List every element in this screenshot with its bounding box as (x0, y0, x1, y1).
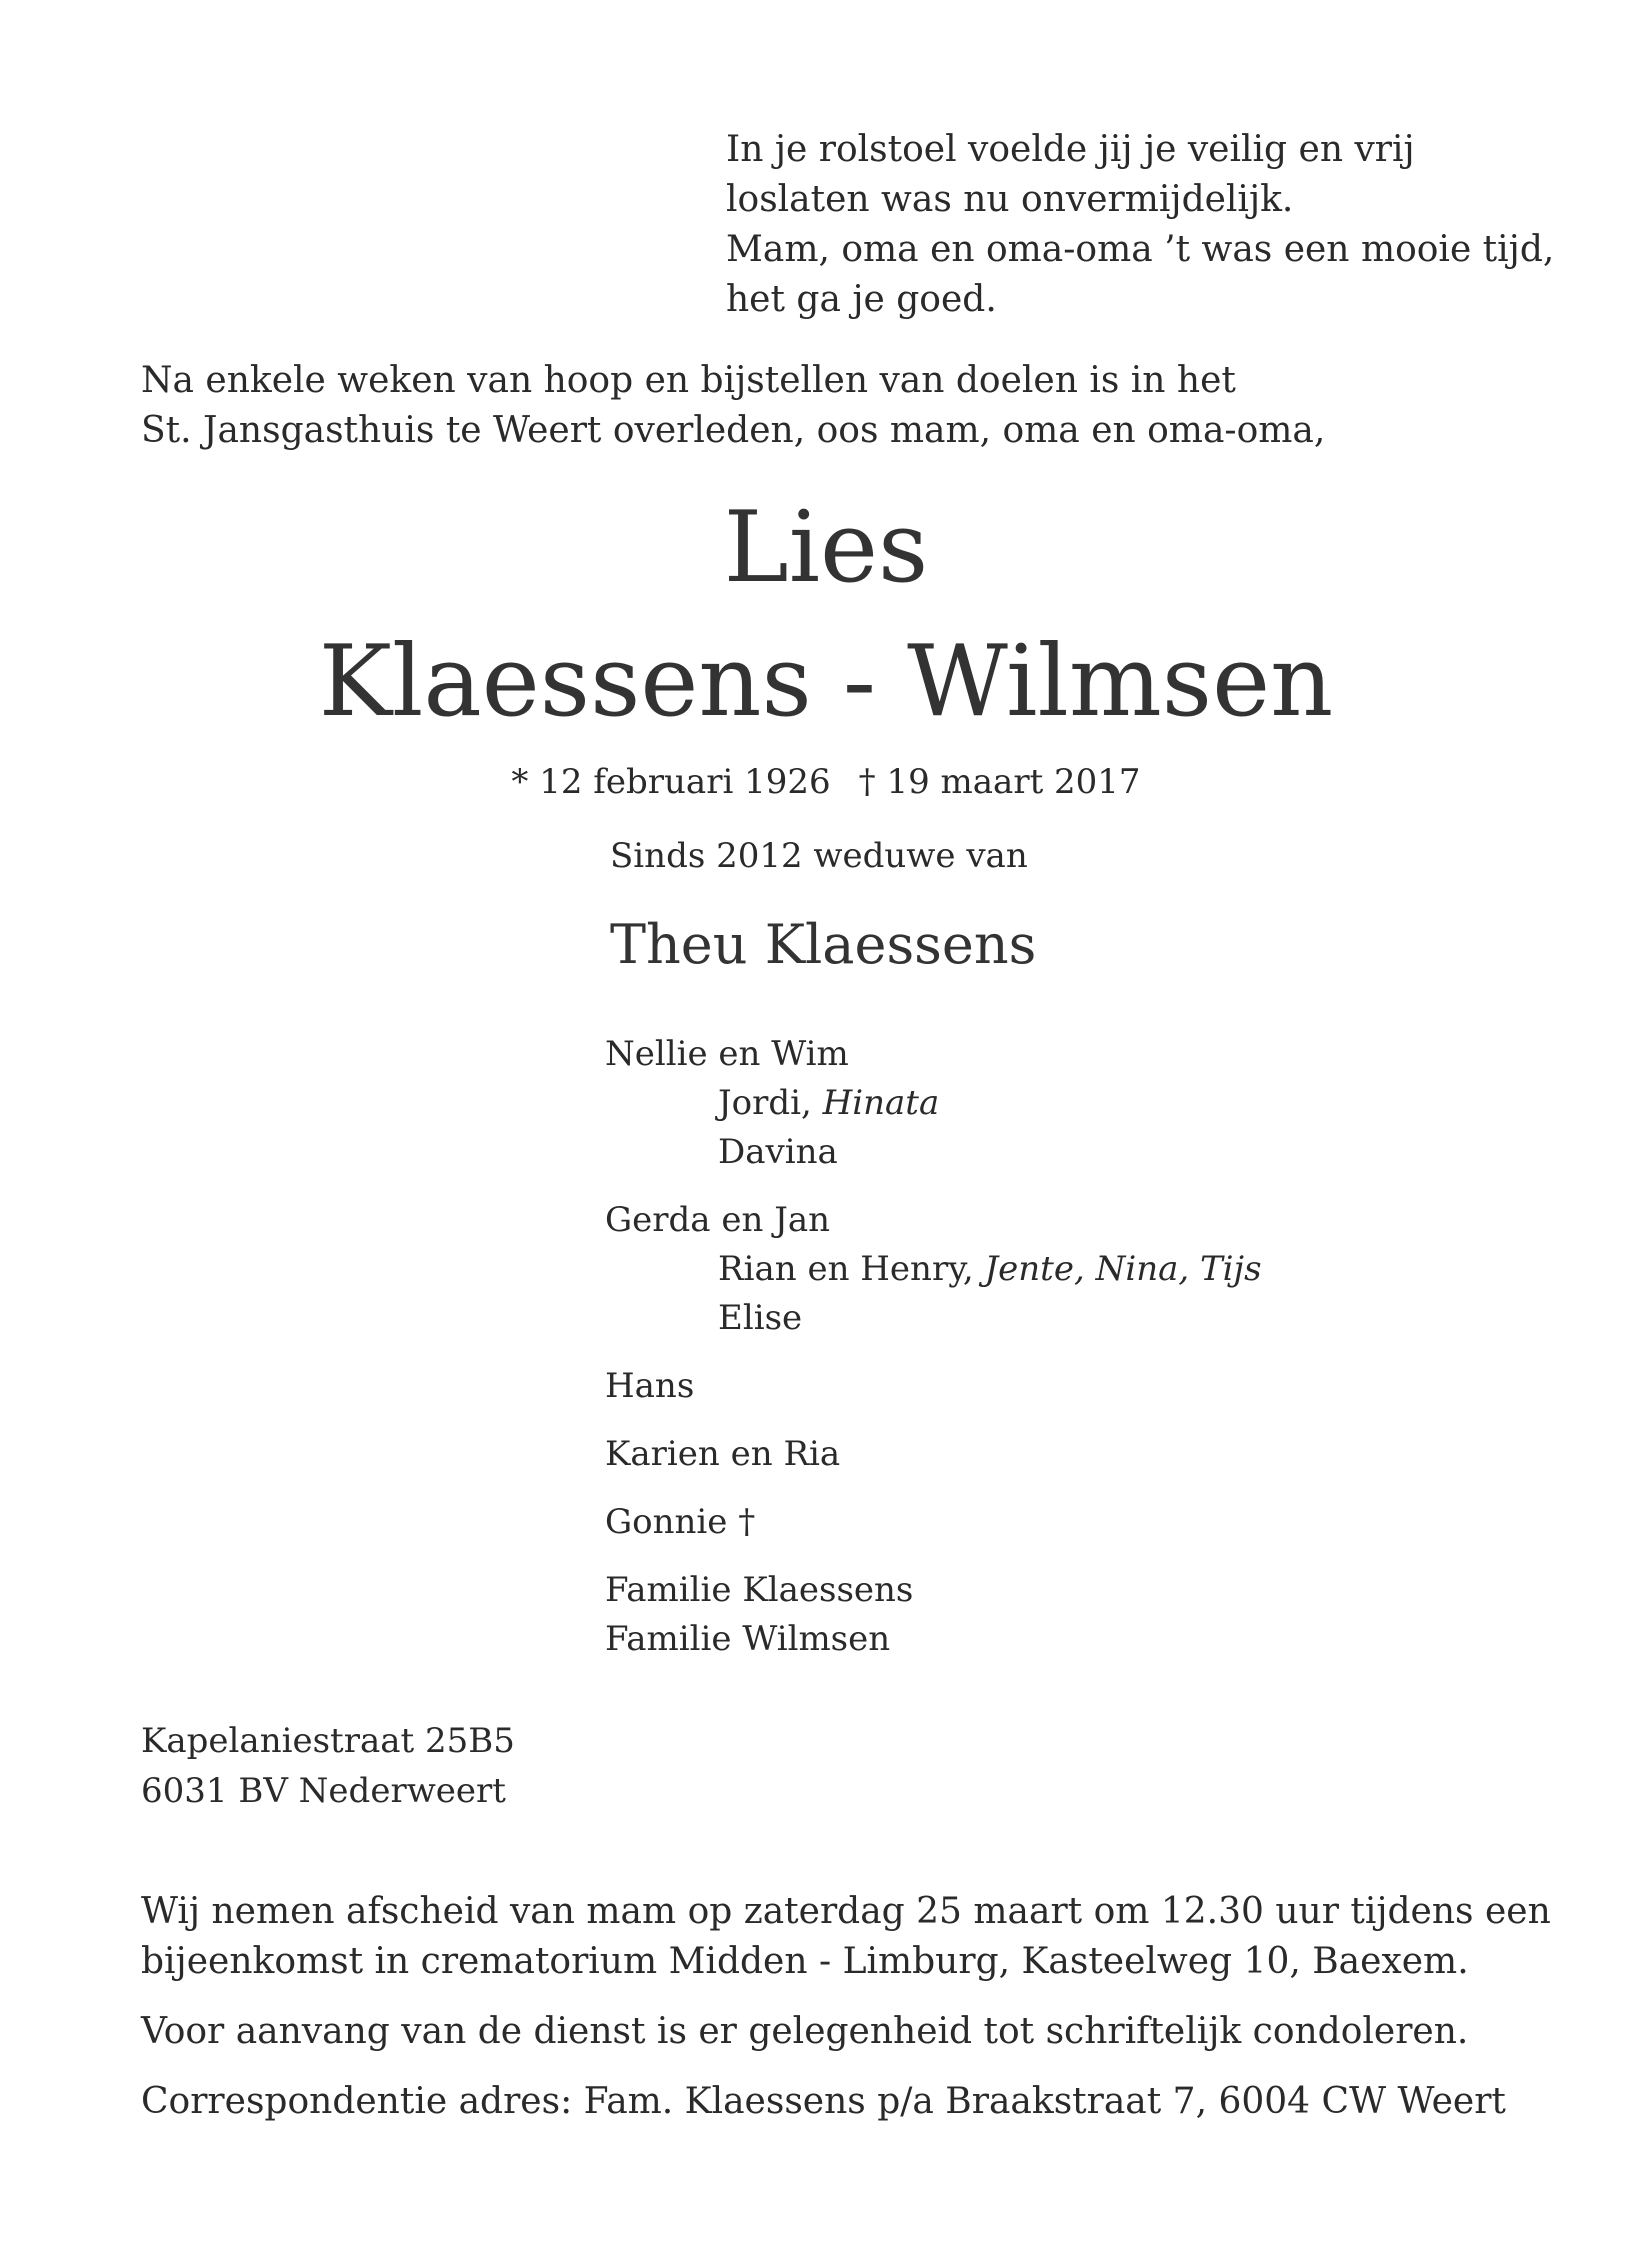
spouse-name: Theu Klaessens (610, 913, 1037, 976)
address-street: Kapelaniestraat 25B5 (141, 1721, 515, 1761)
family-group (605, 1430, 1262, 1479)
home-address (141, 1716, 515, 1816)
family-group (605, 1030, 1262, 1177)
family-member: Hans (605, 1366, 695, 1406)
death-date: † 19 maart 2017 (858, 762, 1141, 802)
family-group (605, 1566, 1262, 1664)
family-group (605, 1498, 1262, 1547)
intro-line: Na enkele weken van hoop en bijstellen van doelen is in het (141, 360, 1236, 401)
farewell-info (141, 1887, 1551, 1987)
deceased-full-name: Klaessens - Wilmsen (318, 625, 1334, 739)
great-grandchild: Hinata (822, 1083, 940, 1123)
grandchild: Elise (718, 1298, 803, 1338)
intro-text (141, 356, 1325, 456)
poem (726, 125, 1554, 325)
farewell-line: bijeenkomst in crematorium Midden - Limburg, Kasteelweg 10, Baexem. (141, 1941, 1469, 1982)
family-member: Nellie en Wim (605, 1034, 849, 1074)
grandchild: Davina (718, 1132, 838, 1172)
condolence-info: Voor aanvang van de dienst is er gelegenheid tot schriftelijk condoleren. (141, 2011, 1469, 2052)
family-member: Karien en Ria (605, 1434, 841, 1474)
life-dates (0, 760, 1652, 804)
poem-line: In je rolstoel voelde jij je veilig en vrij (726, 129, 1415, 170)
poem-line: loslaten was nu onvermijdelijk. (726, 179, 1294, 220)
family-member: Gonnie † (605, 1502, 756, 1542)
family-list (605, 1030, 1262, 1683)
great-grandchildren: Jente, Nina, Tijs (984, 1249, 1262, 1289)
family-member: Familie Klaessens (605, 1570, 914, 1610)
family-group (605, 1362, 1262, 1411)
family-member: Gerda en Jan (605, 1200, 831, 1240)
correspondence-address: Correspondentie adres: Fam. Klaessens p/a Braakstraat 7, 6004 CW Weert (141, 2081, 1506, 2122)
family-group (605, 1196, 1262, 1343)
footer-text (141, 1887, 1551, 2147)
widow-label: Sinds 2012 weduwe van (610, 836, 1028, 876)
intro-line: St. Jansgasthuis te Weert overleden, oos mam, oma en oma-oma, (141, 410, 1326, 451)
birth-date: * 12 februari 1926 (511, 762, 831, 802)
grandchild: Rian en Henry, Jente, Nina, Tijs (718, 1249, 1262, 1289)
poem-line: het ga je goed. (726, 279, 997, 320)
deceased-first-name: Lies (723, 491, 929, 605)
grandchild: Jordi, Hinata (718, 1083, 940, 1123)
address-city: 6031 BV Nederweert (141, 1771, 506, 1811)
poem-line: Mam, oma en oma-oma ’t was een mooie tijd, (726, 229, 1555, 270)
family-member: Familie Wilmsen (605, 1619, 891, 1659)
farewell-line: Wij nemen afscheid van mam op zaterdag 25 maart om 12.30 uur tijdens een (141, 1891, 1551, 1932)
